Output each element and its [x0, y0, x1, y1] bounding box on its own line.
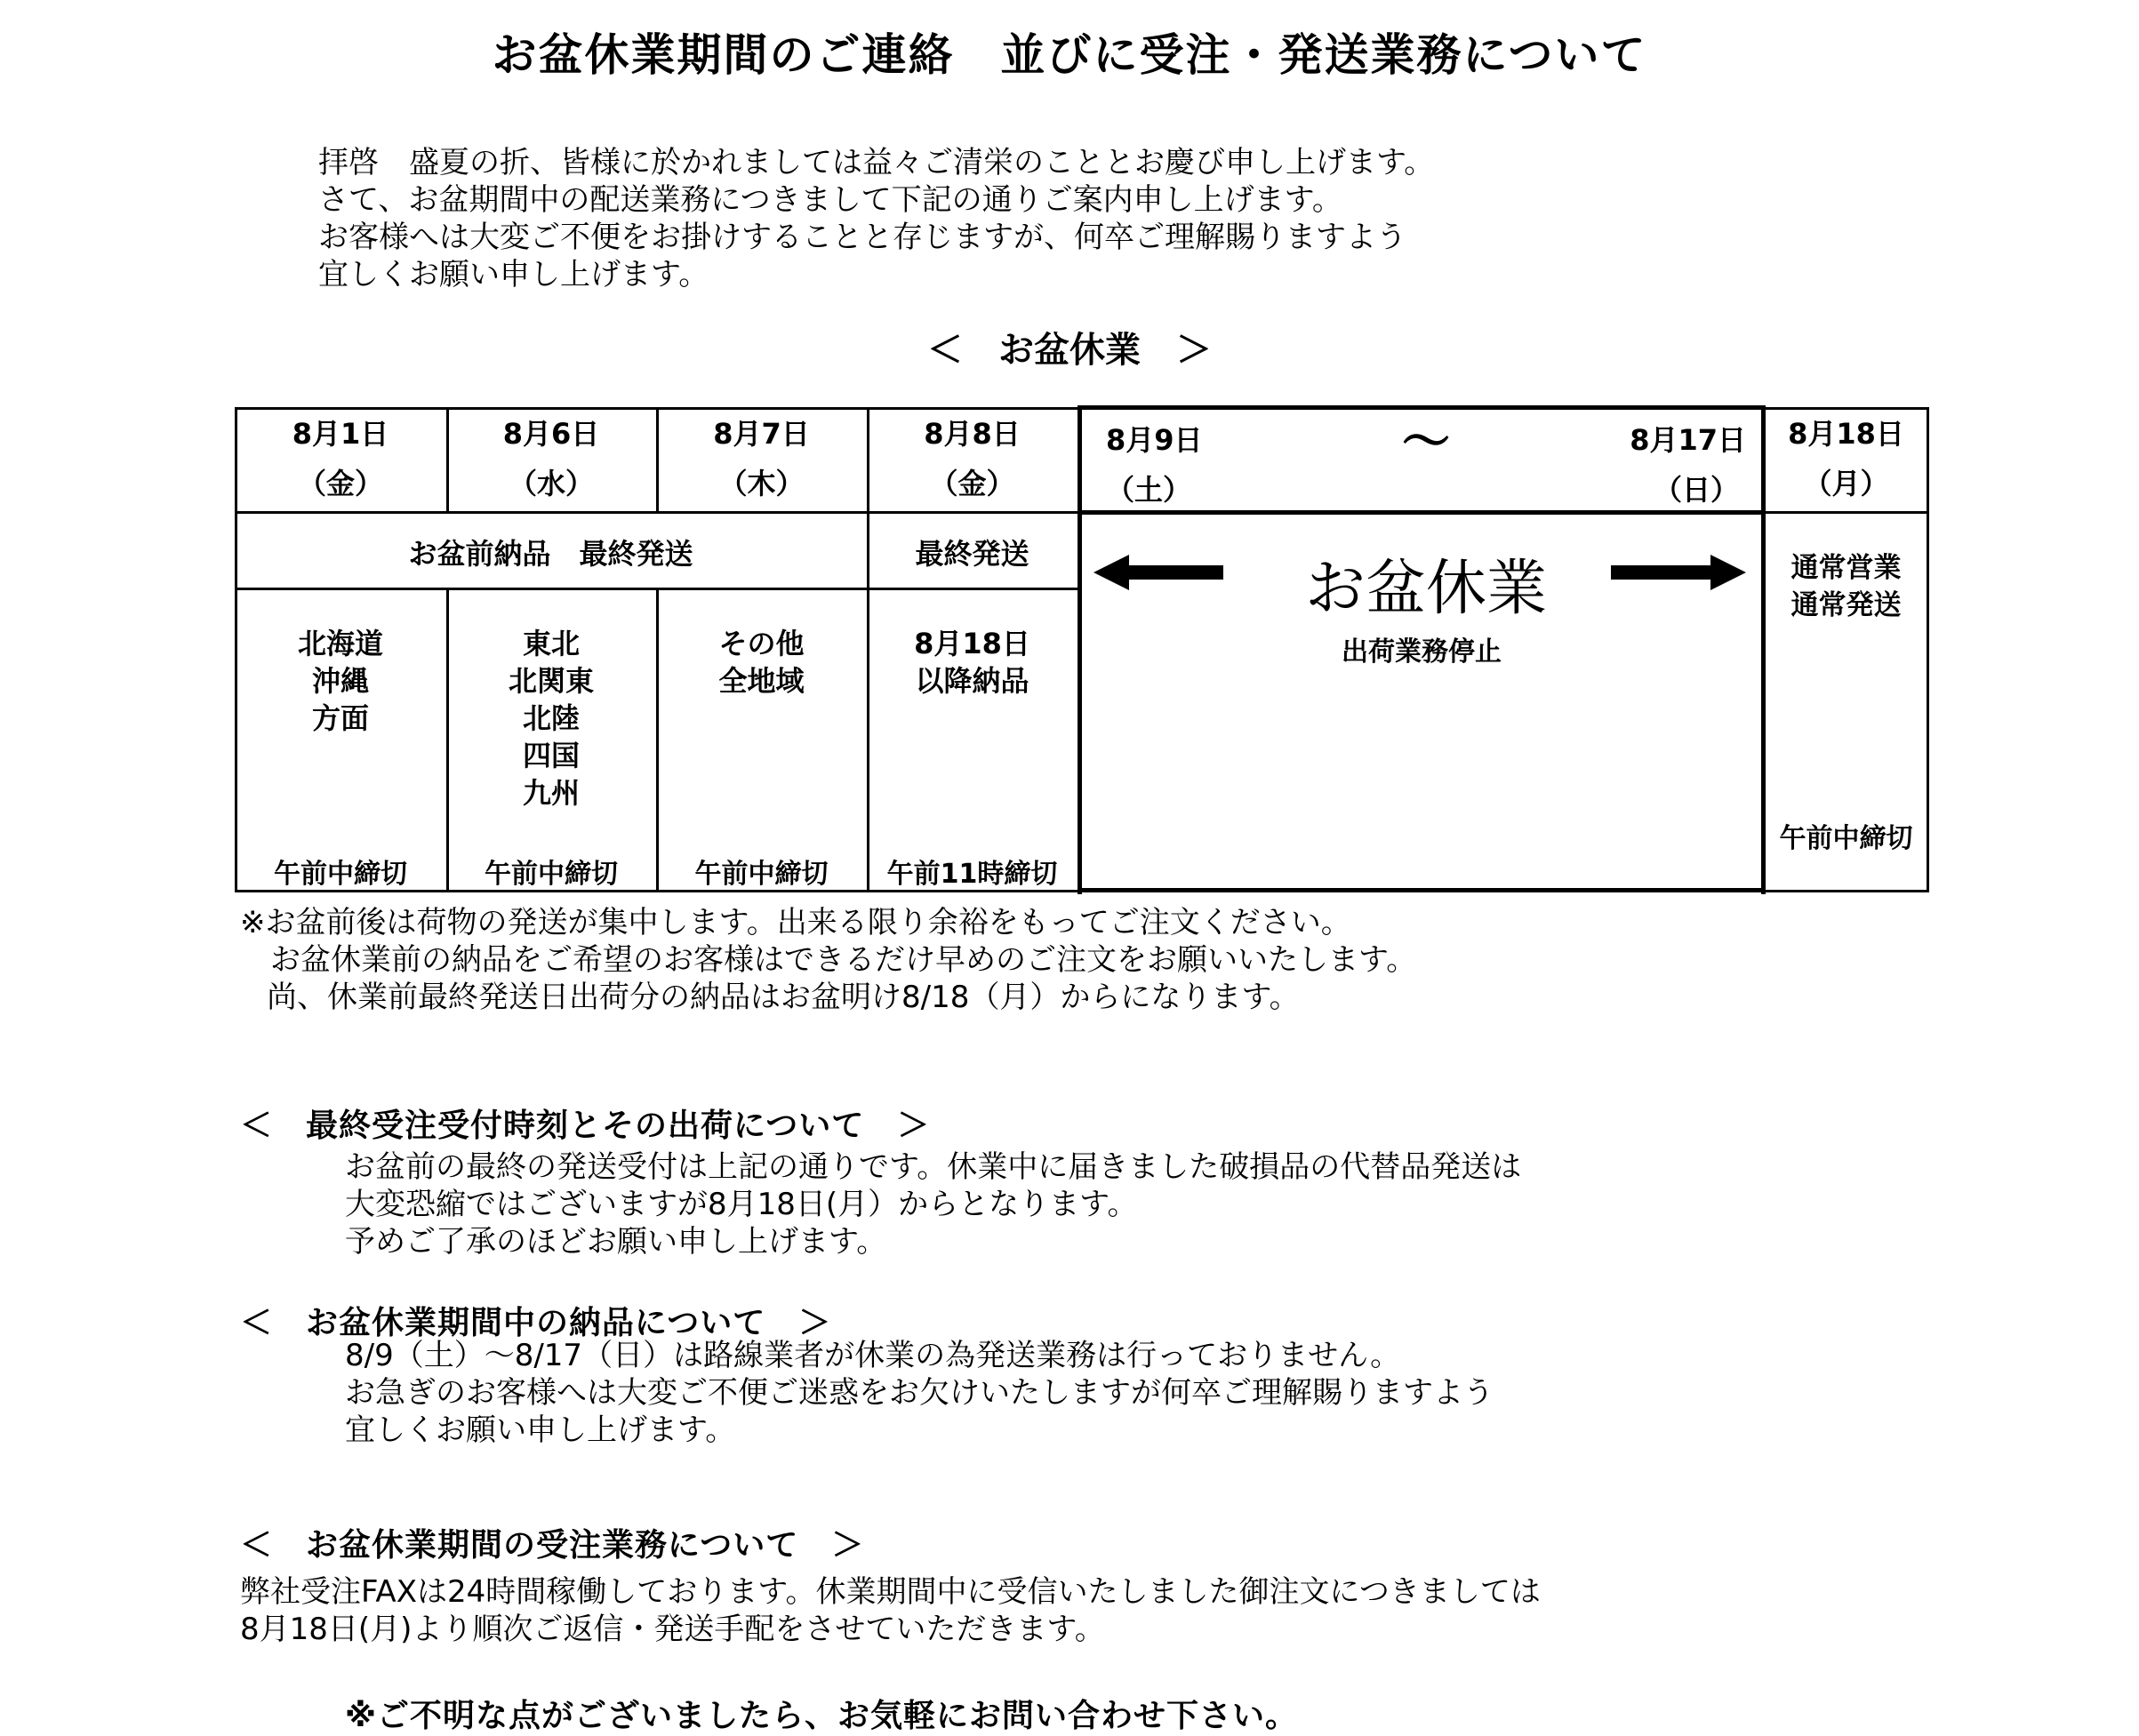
last-ship-label: 最終発送: [915, 537, 1029, 571]
note-line: お盆休業前の納品をご希望のお客様はできるだけ早めのご注文をお願いいたします。: [240, 942, 1417, 978]
region-cell-hokkaido: 北海道 沖縄 方面: [297, 627, 383, 735]
date-cell-aug18: 8月18日 （月）: [1788, 417, 1904, 500]
holiday-tilde: ～: [1402, 413, 1450, 469]
section-body: 弊社受注FAXは24時間稼働しております。休業期間中に受信いたしました御注文につきましては 8月18日(月)より順次ご返信・発送手配をさせていただきます。: [240, 1574, 1541, 1647]
section-heading: ＜ 最終受注受付時刻とその出荷について ＞: [240, 1108, 931, 1144]
section-heading: ＜ お盆休業期間中の納品について ＞: [240, 1305, 832, 1341]
deadline-cell: 午前中締切: [694, 859, 829, 890]
holiday-start-date: 8月9日: [1106, 423, 1203, 457]
date-cell-aug8: 8月8日 （金）: [924, 417, 1021, 500]
section-heading: ＜ お盆休業期間の受注業務について ＞: [240, 1527, 865, 1564]
region-cell-other: その他 全地域: [718, 627, 805, 698]
right-arrow-icon: [1611, 555, 1746, 590]
greeting-line: 宜しくお願い申し上げます。: [318, 257, 709, 292]
date-cell-aug1: 8月1日 （金）: [292, 417, 389, 500]
section-body: 8/9（土）～8/17（日）は路線業者が休業の為発送業務は行っておりません。 お急ぎのお客様へは大変ご不便ご迷惑をお欠けいたしますが何卒ご理解賜りますよう 宜しくお願い申し上げます。: [345, 1338, 1494, 1448]
holiday-start-dow: （土）: [1106, 473, 1192, 507]
greeting-line: さて、お盆期間中の配送業務につきまして下記の通りご案内申し上げます。: [318, 182, 1342, 218]
page-title: お盆休業期間のご連絡 並びに受注・発送業務について: [492, 29, 1647, 81]
region-cell-after18: 8月18日 以降納品: [914, 627, 1030, 698]
note-line: 尚、休業前最終発送日出荷分の納品はお盆明け8/18（月）からになります。: [267, 980, 1300, 1015]
footer-note: ※ご不明な点がございましたら、お気軽にお問い合わせ下さい。: [345, 1698, 1298, 1734]
resume-label: 通常営業 通常発送: [1791, 552, 1902, 621]
left-arrow-icon: [1094, 555, 1227, 590]
holiday-sub-label: 出荷業務停止: [1342, 636, 1502, 668]
holiday-end-date: 8月17日: [1630, 423, 1746, 457]
region-cell-tohoku: 東北 北関東 北陸 四国 九州: [508, 627, 594, 810]
date-cell-aug6: 8月6日 （水）: [502, 417, 600, 500]
calendar-heading: ＜ お盆休業 ＞: [927, 330, 1212, 371]
greeting-paragraph: [318, 144, 1434, 293]
section-body: お盆前の最終の発送受付は上記の通りです。休業中に届きました破損品の代替品発送は 大変恐縮ではございますが8月18日(月）からとなります。 予めご了承のほどお願い申し上げます。: [345, 1149, 1522, 1260]
deadline-cell: 午前中締切: [274, 859, 407, 890]
note-line: ※お盆前後は荷物の発送が集中します。出来る限り余裕をもってご注文ください。: [240, 905, 1351, 940]
deadline-cell: 午前中締切: [485, 859, 618, 890]
holiday-end-dow: （日）: [1653, 473, 1739, 507]
holiday-label: お盆休業: [1304, 554, 1547, 624]
schedule-table: [235, 407, 1929, 892]
resume-deadline: 午前中締切: [1779, 823, 1913, 854]
deadline-cell: 午前11時締切: [886, 859, 1058, 890]
date-cell-aug7: 8月7日 （木）: [713, 417, 810, 500]
greeting-line: 拝啓 盛夏の折、皆様に於かれましては益々ご清栄のこととお慶び申し上げます。: [318, 145, 1435, 180]
pre-holiday-label: お盆前納品 最終発送: [408, 537, 693, 571]
greeting-line: お客様へは大変ご不便をお掛けすることと存じますが、何卒ご理解賜りますよう: [318, 220, 1406, 255]
